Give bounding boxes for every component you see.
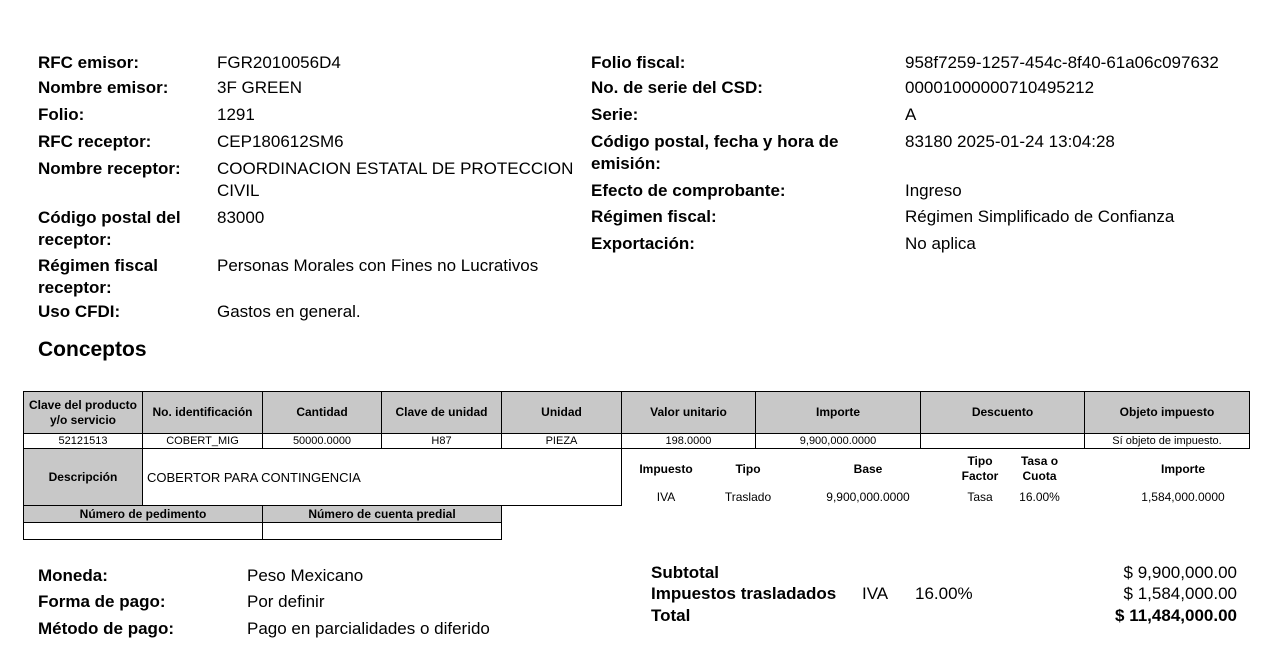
moneda-value: Peso Mexicano [247,566,364,585]
th-clave-producto: Clave del producto y/o servicio [23,391,143,434]
folio-value: 1291 [217,105,255,124]
tax-th-importe: Importe [1160,462,1205,476]
td-cantidad: 50000.0000 [262,433,382,449]
efecto-label: Efecto de comprobante: [591,181,786,200]
tax-th-tipo-factor: Tipo Factor [961,454,999,483]
tax-td-base: 9,900,000.0000 [826,490,910,504]
tax-td-tipo: Traslado [724,490,772,504]
cp-receptor-label: Código postal del receptor: [38,208,181,249]
impuestos-iva: IVA [862,584,889,603]
folio-fiscal-label: Folio fiscal: [591,53,686,72]
uso-cfdi-label: Uso CFDI: [38,302,121,321]
th-importe: Importe [755,391,921,434]
tax-th-tipo: Tipo [735,462,761,476]
metodo-pago-label: Método de pago: [38,619,174,638]
td-clave-unidad: H87 [381,433,502,449]
regimen-fiscal-value: Régimen Simplificado de Confianza [905,207,1175,226]
rfc-receptor-value: CEP180612SM6 [217,132,344,151]
tax-td-impuesto: IVA [656,490,676,504]
regimen-receptor-value: Personas Morales con Fines no Lucrativos [217,256,539,275]
nombre-receptor-value: COORDINACION ESTATAL DE PROTECCION CIVIL [217,159,574,200]
uso-cfdi-value: Gastos en general. [217,302,361,321]
impuestos-label: Impuestos trasladados [651,584,837,603]
descripcion-label: Descripción [23,448,143,506]
impuestos-value: $ 1,584,000.00 [1123,584,1237,603]
exportacion-label: Exportación: [591,234,695,253]
nombre-emisor-label: Nombre emisor: [38,78,169,97]
cp-receptor-value: 83000 [217,208,265,227]
th-descuento: Descuento [920,391,1085,434]
cp-fecha-label: Código postal, fecha y hora de emisión: [591,132,839,173]
th-valor-unitario: Valor unitario [621,391,756,434]
td-objeto-impuesto: Sí objeto de impuesto. [1084,433,1250,449]
moneda-label: Moneda: [38,566,108,585]
tax-td-tipo-factor: Tasa [967,490,993,504]
metodo-pago-value: Pago en parcialidades o diferido [247,619,490,638]
total-value: $ 11,484,000.00 [1115,606,1237,625]
forma-pago-value: Por definir [247,592,325,611]
pedimento-value [23,522,263,540]
rfc-receptor-label: RFC receptor: [38,132,152,151]
total-label: Total [651,606,691,625]
impuestos-tasa: 16.00% [915,584,973,603]
folio-fiscal-value: 958f7259-1257-454c-8f40-61a06c097632 [905,53,1219,72]
td-unidad: PIEZA [501,433,622,449]
efecto-value: Ingreso [905,181,962,200]
th-objeto-impuesto: Objeto impuesto [1084,391,1250,434]
rfc-emisor-value: FGR2010056D4 [217,53,341,72]
conceptos-title: Conceptos [38,338,147,361]
serie-csd-label: No. de serie del CSD: [591,78,763,97]
cp-fecha-value: 83180 2025-01-24 13:04:28 [905,132,1115,151]
tax-td-tasa-cuota: 16.00% [1019,490,1060,504]
exportacion-value: No aplica [905,234,976,253]
tax-th-impuesto: Impuesto [639,462,693,476]
nombre-receptor-label: Nombre receptor: [38,159,181,178]
serie-value: A [905,105,917,124]
predial-value [262,522,502,540]
tax-th-base: Base [853,462,883,476]
td-descuento [920,433,1085,449]
tax-td-importe: 1,584,000.0000 [1141,490,1225,504]
folio-label: Folio: [38,105,85,124]
rfc-emisor-label: RFC emisor: [38,53,140,72]
serie-csd-value: 00001000000710495212 [905,78,1095,97]
regimen-receptor-label: Régimen fiscal receptor: [38,256,158,297]
serie-label: Serie: [591,105,639,124]
th-clave-unidad: Clave de unidad [381,391,502,434]
td-importe: 9,900,000.0000 [755,433,921,449]
subtotal-label: Subtotal [651,563,719,582]
th-no-identificacion: No. identificación [142,391,263,434]
th-cantidad: Cantidad [262,391,382,434]
th-unidad: Unidad [501,391,622,434]
subtotal-value: $ 9,900,000.00 [1123,563,1237,582]
forma-pago-label: Forma de pago: [38,592,166,611]
td-valor-unitario: 198.0000 [621,433,756,449]
nombre-emisor-value: 3F GREEN [217,78,303,97]
regimen-fiscal-label: Régimen fiscal: [591,207,717,226]
tax-th-tasa-cuota: Tasa o Cuota [1020,454,1059,483]
predial-label: Número de cuenta predial [262,505,502,523]
pedimento-label: Número de pedimento [23,505,263,523]
descripcion-value: COBERTOR PARA CONTINGENCIA [142,448,622,506]
td-clave-producto: 52121513 [23,433,143,449]
td-no-identificacion: COBERT_MIG [142,433,263,449]
